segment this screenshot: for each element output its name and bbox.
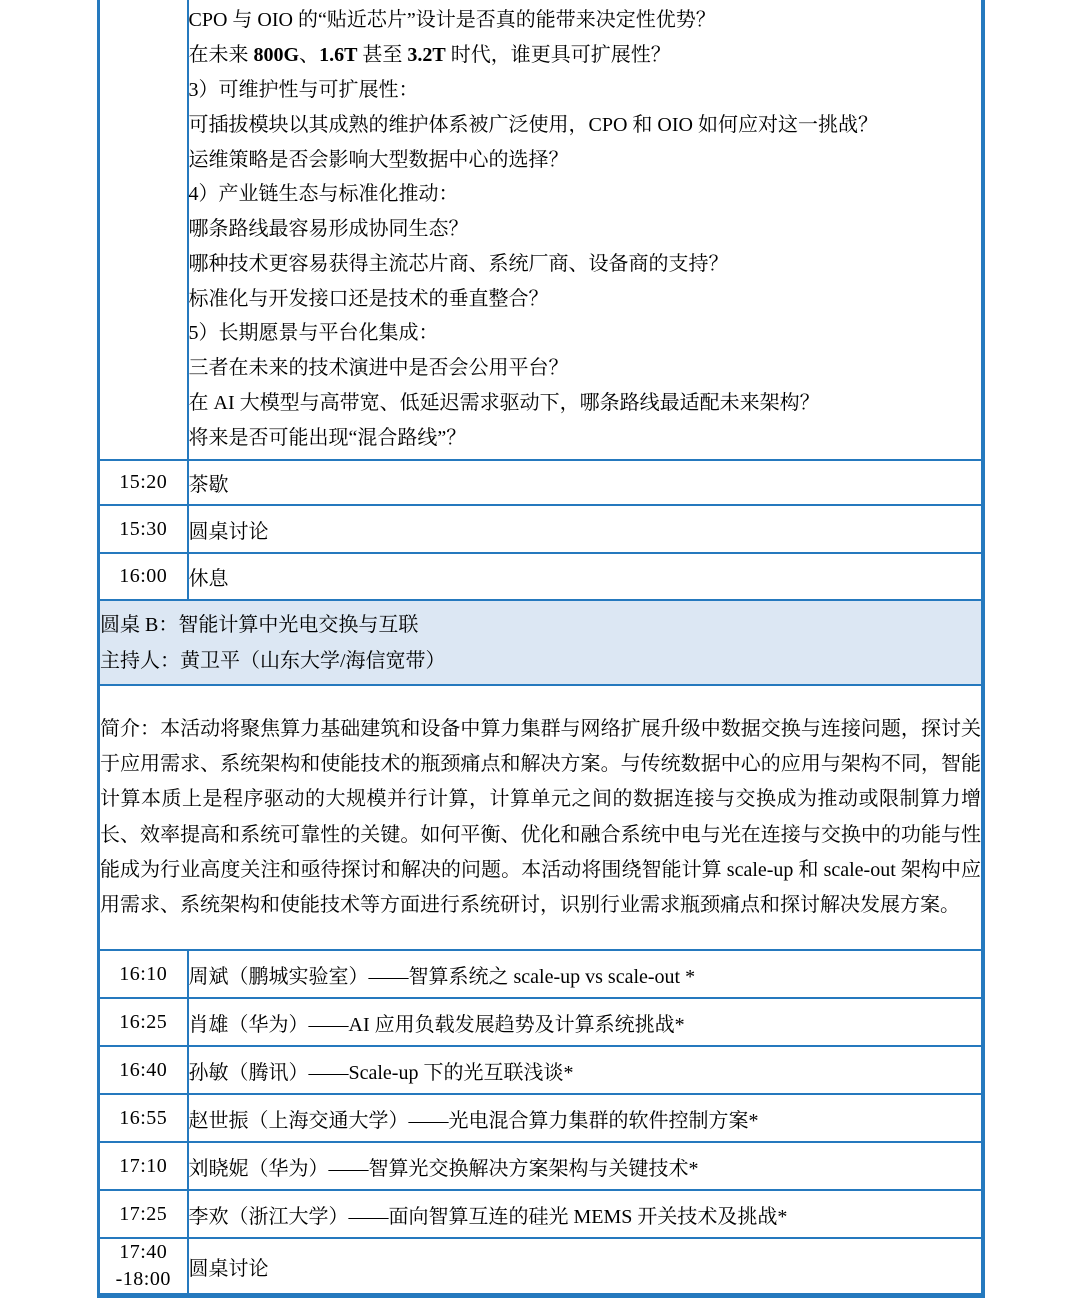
discussion-line: 将来是否可能出现“混合路线”？: [188, 426, 467, 449]
event-cell: 圆桌讨论: [188, 1238, 984, 1296]
section-host: 主持人：黄卫平（山东大学/海信宽带）: [100, 649, 446, 672]
discussion-line: 可插拔模块以其成熟的维护体系被广泛使用，CPO 和 OIO 如何应对这一挑战？: [188, 113, 878, 136]
time-cell: 16:40: [99, 1046, 188, 1094]
time-cell-empty: [99, 0, 188, 460]
time-cell: 15:20: [99, 460, 188, 505]
event-cell: 圆桌讨论: [188, 505, 984, 553]
agenda-table: [97, 0, 985, 1298]
event-cell: 周斌（鹏城实验室）——智算系统之 scale-up vs scale-out *: [188, 950, 984, 998]
discussion-cell: [188, 0, 984, 460]
event-cell: 休息: [188, 553, 984, 600]
time-cell: 16:10: [99, 950, 188, 998]
discussion-line: CPO 与 OIO 的“贴近芯片”设计是否真的能带来决定性优势？: [188, 9, 716, 32]
time-cell: 17:10: [99, 1142, 188, 1190]
intro-text: 简介：本活动将聚焦算力基础建筑和设备中算力集群与网络扩展升级中数据交换与连接问题，探讨关于应用需求、系统架构和使能技术的瓶颈痛点和解决方案。与传统数据中心的应用与架构不同，智能计算本质上是程序驱动的大规模并行计算，计算单元之间的数据连接与交换成为推动或限制算力增长、效率提高和系统可靠性的关键。如何平衡、优化和融合系统中电与光在连接与交换中的功能与性能成为行业高度关注和亟待探讨和解决的问题。本活动将围绕智能计算 scale-up 和 scale-out 架构中应用需求、系统架构和使能技术等方面进行系统研讨，识别行业需求瓶颈痛点和探讨解决发展方案。: [100, 717, 981, 916]
section-header-cell: [99, 600, 984, 685]
time-line-end: -18:00: [115, 1268, 171, 1290]
time-cell: [99, 1238, 188, 1296]
schedule-row: [99, 505, 984, 553]
time-cell: 16:55: [99, 1094, 188, 1142]
schedule-row: [99, 1190, 984, 1238]
agenda-table-container: [97, 0, 985, 1298]
discussion-line: 三者在未来的技术演进中是否会公用平台？: [188, 357, 569, 380]
schedule-row: [99, 998, 984, 1046]
discussion-line: 在 AI 大模型与高带宽、低延迟需求驱动下，哪条路线最适配未来架构？: [188, 392, 820, 415]
time-cell: 16:25: [99, 998, 188, 1046]
discussion-line: 哪种技术更容易获得主流芯片商、系统厂商、设备商的支持？: [188, 252, 729, 275]
event-cell: 李欢（浙江大学）——面向智算互连的硅光 MEMS 开关技术及挑战*: [188, 1190, 984, 1238]
schedule-row: [99, 460, 984, 505]
schedule-row: [99, 1046, 984, 1094]
discussion-line: 4）产业链生态与标准化推动：: [188, 183, 459, 206]
section-header-row: [99, 600, 984, 685]
event-cell: 赵世振（上海交通大学）——光电混合算力集群的软件控制方案*: [188, 1094, 984, 1142]
time-cell: 17:25: [99, 1190, 188, 1238]
event-cell: 孙敏（腾讯）——Scale-up 下的光互联浅谈*: [188, 1046, 984, 1094]
event-cell: 肖雄（华为）——AI 应用负载发展趋势及计算系统挑战*: [188, 998, 984, 1046]
time-line-start: 17:40: [119, 1241, 168, 1263]
intro-cell: [99, 685, 984, 950]
discussion-line: 3）可维护性与可扩展性：: [188, 78, 419, 101]
discussion-line: 运维策略是否会影响大型数据中心的选择？: [188, 148, 569, 171]
schedule-row: [99, 553, 984, 600]
schedule-row: [99, 950, 984, 998]
discussion-line: 哪条路线最容易形成协同生态？: [188, 218, 469, 241]
discussion-line: 在未来 800G、1.6T 甚至 3.2T 时代，谁更具可扩展性？: [188, 44, 671, 67]
discussion-row: [99, 0, 984, 460]
schedule-row: [99, 1094, 984, 1142]
schedule-row-last: [99, 1238, 984, 1296]
intro-row: [99, 685, 984, 950]
discussion-line: 标准化与开发接口还是技术的垂直整合？: [188, 287, 549, 310]
section-title: 圆桌 B：智能计算中光电交换与互联: [100, 613, 419, 636]
event-cell: 茶歇: [188, 460, 984, 505]
discussion-line: 5）长期愿景与平台化集成：: [188, 322, 439, 345]
event-cell: 刘晓妮（华为）——智算光交换解决方案架构与关键技术*: [188, 1142, 984, 1190]
time-cell: 15:30: [99, 505, 188, 553]
schedule-row: [99, 1142, 984, 1190]
time-cell: 16:00: [99, 553, 188, 600]
